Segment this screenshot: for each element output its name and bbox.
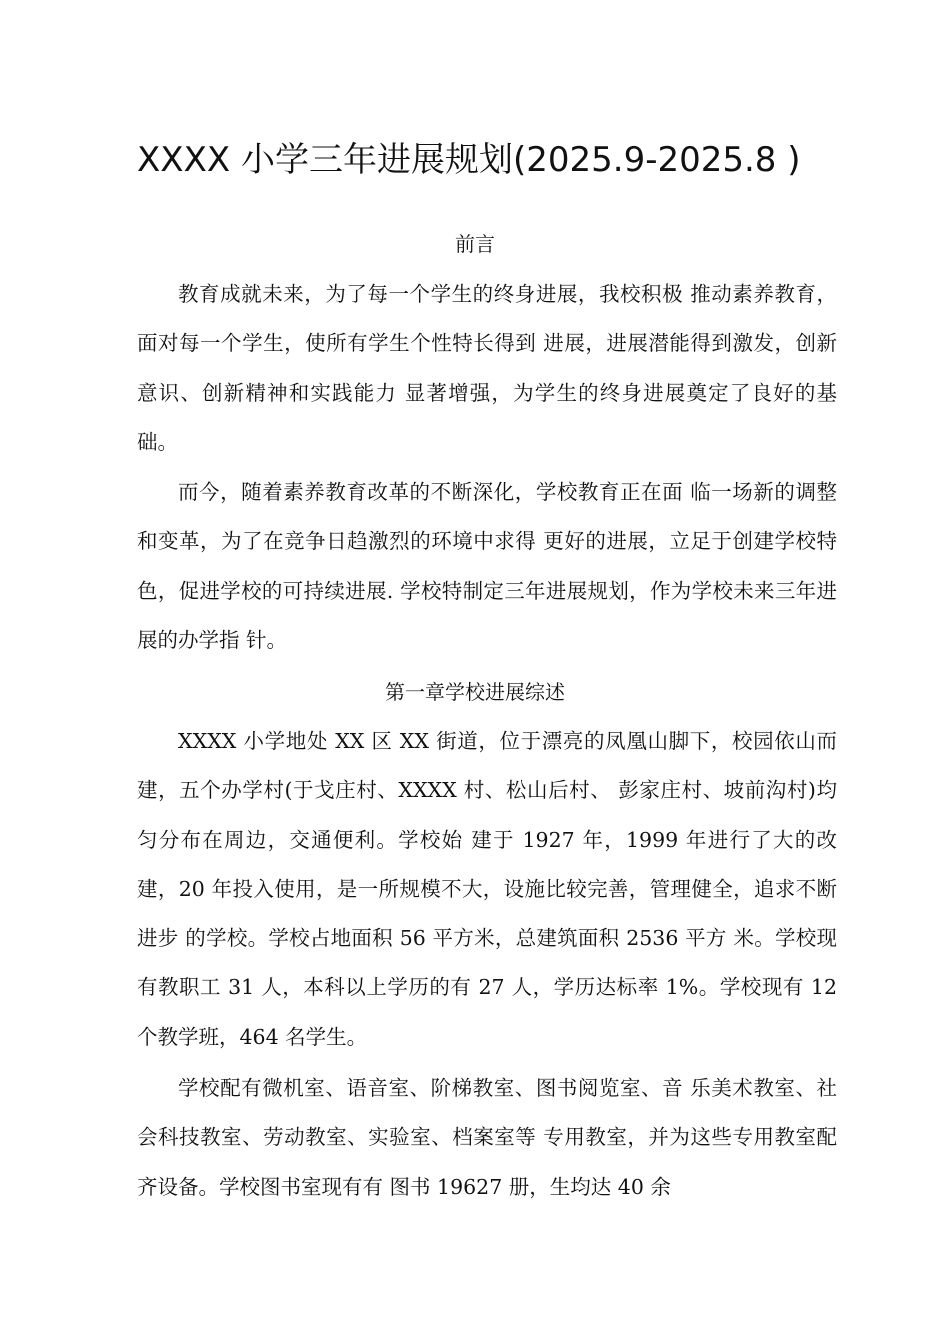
preface-paragraph-2: 而今，随着素养教育改革的不断深化，学校教育正在面 临一场新的调整和变革，为了在竞争日趋激烈的环境中求得 更好的进展，立足于创建学校特色，促进学校的可持续进展. 学校特制定三年进展规划，作为学校未来三年进展的办学指 针。: [137, 480, 837, 652]
document-title: XXXX 小学三年进展规划(2025.9-2025.8 ): [137, 140, 801, 180]
preface-paragraph-1: 教育成就未来，为了每一个学生的终身进展，我校积极 推动素养教育，面对每一个学生，使所有学生个性特长得到 进展，进展潜能得到激发，创新意识、创新精神和实践能力 显著增强，为学生的终身进展奠定了良好的基础。: [137, 282, 837, 454]
preface-heading: 前言: [455, 232, 495, 256]
chapter-paragraph-2: 学校配有微机室、语音室、阶梯教室、图书阅览室、音 乐美术教室、社会科技教室、劳动教室、实验室、档案室等 专用教室，并为这些专用教室配齐设备。学校图书室现有有 图书 19627 册，生均达 40 余: [137, 1076, 837, 1199]
chapter-paragraph-1: XXXX 小学地处 XX 区 XX 街道，位于漂亮的凤凰山脚下，校园依山而建，五个办学村(于戈庄村、XXXX 村、松山后村、 彭家庄村、坡前沟村)均匀分布在周边，交通便利。学校始 建于 1927 年，1999 年进行了大的改建，20 年投入使用，是一所规模不大，设施比较完善，管理健全，追求不断进步 的学校。学校占地面积 56 平方米，总建筑面积 2536 平方 米。学校现有教职工 31 人，本科以上学历的有 27 人，学历达标率 1%。学校现有 12 个教学班，464 名学生。: [137, 729, 837, 1049]
chapter-heading: 第一章学校进展综述: [385, 680, 565, 704]
